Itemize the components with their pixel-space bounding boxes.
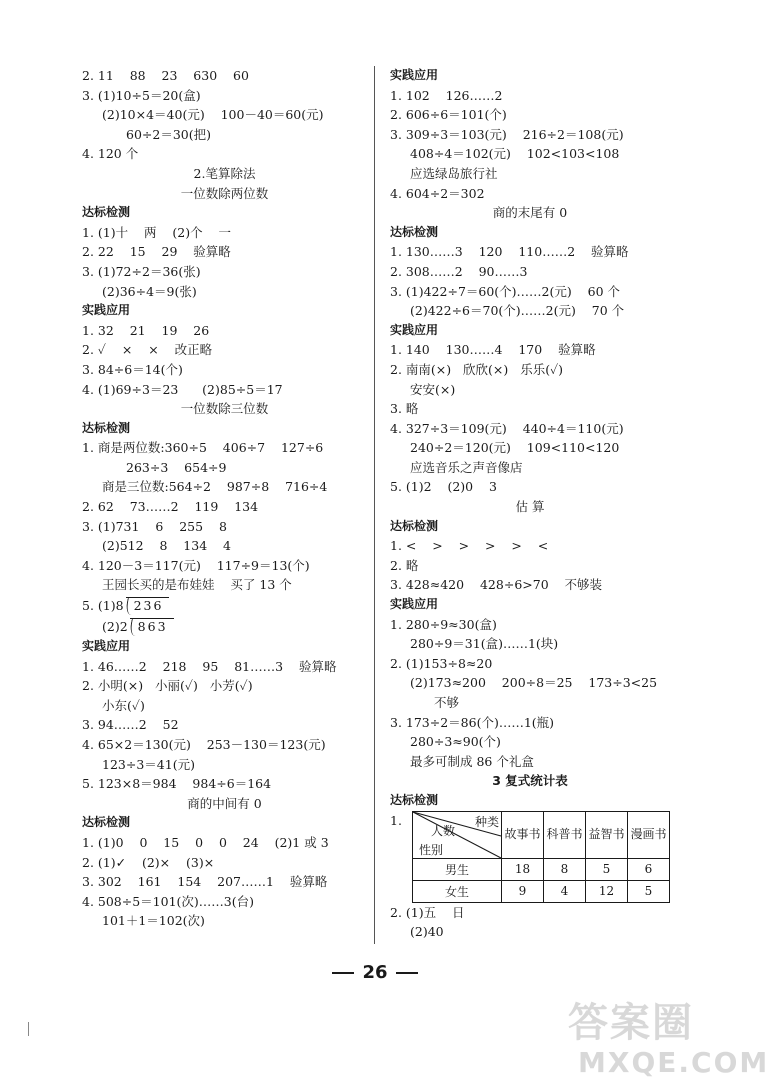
- answer-line: 3. 173÷2＝86(个)……1(瓶): [390, 714, 555, 730]
- column-divider: [374, 66, 375, 944]
- answer-line: 3. 428≈420 428÷6>70 不够装: [390, 577, 603, 593]
- watermark-logo: [568, 1000, 769, 1086]
- answer-line: 3. 84÷6＝14(个): [82, 361, 183, 377]
- diag-label-top: 种类: [474, 814, 499, 829]
- answer-line: 1. 46……2 218 95 81……3 验算略: [82, 658, 337, 674]
- page-dash-right: [396, 972, 418, 974]
- answer-line: 1. < > > > > <: [390, 538, 549, 554]
- answer-line: 3. (1)422÷7＝60(个)……2(元) 60 个: [390, 283, 621, 299]
- col-header-0: 故事书: [502, 811, 544, 858]
- answer-line: 2. ✓ × × 改正略: [82, 342, 213, 358]
- answer-line: 1. 140 130……4 170 验算略: [390, 342, 596, 358]
- section-heading: 达标检测: [390, 792, 439, 807]
- table-cell: 5: [586, 858, 628, 880]
- answer-line: 1. (1)十 两 (2)个 一: [82, 224, 231, 240]
- answer-line: 4. 508÷5＝101(次)……3(台): [82, 893, 255, 909]
- answer-line: 2. 南南(×) 欣欣(×) 乐乐(✓): [390, 361, 564, 377]
- answer-line: 2. 62 73……2 119 134: [82, 499, 259, 515]
- section-heading: 达标检测: [82, 815, 131, 830]
- answer-line: 240÷2＝120(元) 109<110<120: [410, 440, 620, 456]
- section-heading: 实践应用: [82, 303, 131, 318]
- answer-line: (2)36÷4＝9(张): [102, 283, 197, 299]
- answer-line: 60÷2＝30(把): [126, 126, 211, 142]
- section-heading: 达标检测: [390, 518, 439, 533]
- answer-line: 280÷3≈90(个): [410, 734, 501, 750]
- answer-line: 3. 94……2 52: [82, 717, 179, 733]
- section-heading: 达标检测: [390, 224, 439, 239]
- answer-line: 2. 略: [390, 557, 419, 573]
- answer-line: 2. 606÷6＝101(个): [390, 107, 507, 123]
- section-heading: 实践应用: [390, 322, 439, 337]
- section-heading: 实践应用: [390, 68, 439, 82]
- table-cell: 8: [544, 858, 586, 880]
- table-row: [413, 880, 670, 902]
- answer-line: 5. 123×8＝984 984÷6＝164: [82, 776, 272, 792]
- dividend: 236: [126, 597, 170, 614]
- answer-line: (2)422÷6＝70(个)……2(元) 70 个: [410, 303, 625, 319]
- divisor: 8: [115, 598, 124, 614]
- table-cell: 9: [502, 880, 544, 902]
- chapter-title: 3 复式统计表: [492, 773, 568, 789]
- answer-line: 101＋1＝102(次): [102, 913, 205, 929]
- answer-line: 5. (1)2 (2)0 3: [390, 479, 497, 495]
- stats-table-block: [390, 811, 670, 903]
- subsection-title: 商的中间有 0: [187, 795, 262, 811]
- table-cell: 18: [502, 858, 544, 880]
- row-label: 男生: [413, 858, 502, 880]
- compound-stats-table: [412, 811, 670, 903]
- answer-line: 2. 308……2 90……3: [390, 263, 528, 279]
- answer-line: 280÷9＝31(盒)……1(块): [410, 636, 559, 652]
- answer-line: (2)40: [410, 924, 444, 940]
- answer-line: 应选音乐之声音像店: [410, 459, 523, 475]
- answer-line: 3. (1)72÷2＝36(张): [82, 263, 201, 279]
- answer-line: 应选绿岛旅行社: [410, 165, 498, 181]
- diag-label-bottom: 性别: [419, 842, 444, 857]
- table-cell: 5: [628, 880, 670, 902]
- table-cell: 6: [628, 858, 670, 880]
- answer-line: 2. (1)153÷8≈20: [390, 655, 493, 671]
- long-division: [82, 616, 367, 637]
- table-row: [413, 858, 670, 880]
- page-number-text: 26: [362, 962, 388, 983]
- answer-line: 2. 小明(×) 小丽(✓) 小芳(✓): [82, 678, 253, 694]
- table-cell: 4: [544, 880, 586, 902]
- answer-line: 1. 102 126……2: [390, 87, 503, 103]
- answer-line: 小东(✓): [102, 697, 145, 713]
- answer-line: 3. (1)731 6 255 8: [82, 518, 227, 534]
- answer-line: 1. 130……3 120 110……2 验算略: [390, 244, 629, 260]
- division-prefix: 5. (1): [82, 598, 116, 614]
- col-header-1: 科普书: [544, 811, 586, 858]
- answer-line: 1. 280÷9≈30(盒): [390, 616, 497, 632]
- watermark-line2: MXQE.COM: [578, 1046, 769, 1079]
- answer-line: 4. (1)69÷3＝23 (2)85÷5＝17: [82, 381, 283, 397]
- subsection-title: 商的末尾有 0: [492, 205, 568, 221]
- section-heading: 实践应用: [390, 597, 439, 612]
- margin-tick: [28, 1022, 29, 1036]
- page-number: [0, 962, 750, 983]
- right-answer-lines: [390, 66, 670, 811]
- answer-line: 2. 22 15 29 验算略: [82, 244, 231, 260]
- answer-line: 1. (1)0 0 15 0 0 24 (2)1 或 3: [82, 834, 329, 850]
- answer-line: 安安(×): [410, 381, 456, 397]
- answer-line: 263÷3 654÷9: [126, 459, 227, 475]
- table-question-number: 1.: [390, 812, 402, 828]
- answer-line: 2. 11 88 23 630 60: [82, 68, 249, 83]
- watermark-line1: 答案圈: [568, 1000, 694, 1046]
- row-label: 女生: [413, 880, 502, 902]
- answer-line: 408÷4＝102(元) 102<103<108: [410, 146, 620, 162]
- table-header-row: [413, 811, 670, 858]
- answer-line: 1. 32 21 19 26: [82, 322, 210, 338]
- diagonal-header-cell: [413, 811, 502, 858]
- answer-line: 不够: [434, 695, 460, 710]
- section-heading: 达标检测: [82, 420, 131, 435]
- answer-line: 3. 309÷3＝103(元) 216÷2＝108(元): [390, 126, 624, 142]
- answer-line: (2)173≈200 200÷8＝25 173÷3<25: [410, 675, 658, 691]
- section-heading: 实践应用: [82, 639, 131, 654]
- page-dash-left: [332, 972, 354, 974]
- left-column: [82, 66, 367, 931]
- answer-line: 3. (1)10÷5＝20(盒): [82, 87, 201, 103]
- subsection-title: 2.笔算除法: [193, 165, 256, 181]
- answer-line: 3. 略: [390, 401, 419, 417]
- answer-line: 1. 商是两位数:360÷5 406÷7 127÷6: [82, 440, 324, 456]
- divisor: 2: [119, 619, 128, 635]
- answer-line: 2. (1)五 日: [390, 904, 465, 920]
- answer-line: 2. (1)✓ (2)× (3)×: [82, 854, 215, 870]
- answer-line: 4. 604÷2＝302: [390, 185, 485, 201]
- subsection-title: 估 算: [515, 499, 545, 515]
- answer-line: 最多可制成 86 个礼盒: [410, 753, 534, 769]
- answer-line: 4. 120－3＝117(元) 117÷9＝13(个): [82, 557, 310, 573]
- answer-line: 4. 120 个: [82, 146, 139, 162]
- answer-line: 王园长买的是布娃娃 买了 13 个: [102, 577, 292, 593]
- answer-line: (2)10×4＝40(元) 100－40＝60(元): [102, 107, 324, 123]
- col-header-3: 漫画书: [628, 811, 670, 858]
- table-cell: 12: [586, 880, 628, 902]
- right-column: [390, 66, 670, 942]
- section-heading: 达标检测: [82, 205, 131, 220]
- long-division: [82, 595, 367, 616]
- division-prefix: (2): [102, 619, 120, 635]
- subsection-title: 一位数除三位数: [180, 401, 269, 417]
- diag-label-middle: 人数: [431, 823, 456, 838]
- answer-line: 商是三位数:564÷2 987÷8 716÷4: [102, 479, 328, 495]
- dividend: 863: [130, 618, 174, 635]
- answer-line: 4. 65×2＝130(元) 253－130＝123(元): [82, 737, 326, 752]
- answer-line: 123÷3＝41(元): [102, 756, 195, 772]
- answer-line: 3. 302 161 154 207……1 验算略: [82, 874, 328, 890]
- answer-line: (2)512 8 134 4: [102, 538, 232, 554]
- right-after-table-lines: [390, 903, 670, 942]
- col-header-2: 益智书: [586, 811, 628, 858]
- subsection-title: 一位数除两位数: [180, 185, 269, 201]
- answer-line: 4. 327÷3＝109(元) 440÷4＝110(元): [390, 420, 624, 436]
